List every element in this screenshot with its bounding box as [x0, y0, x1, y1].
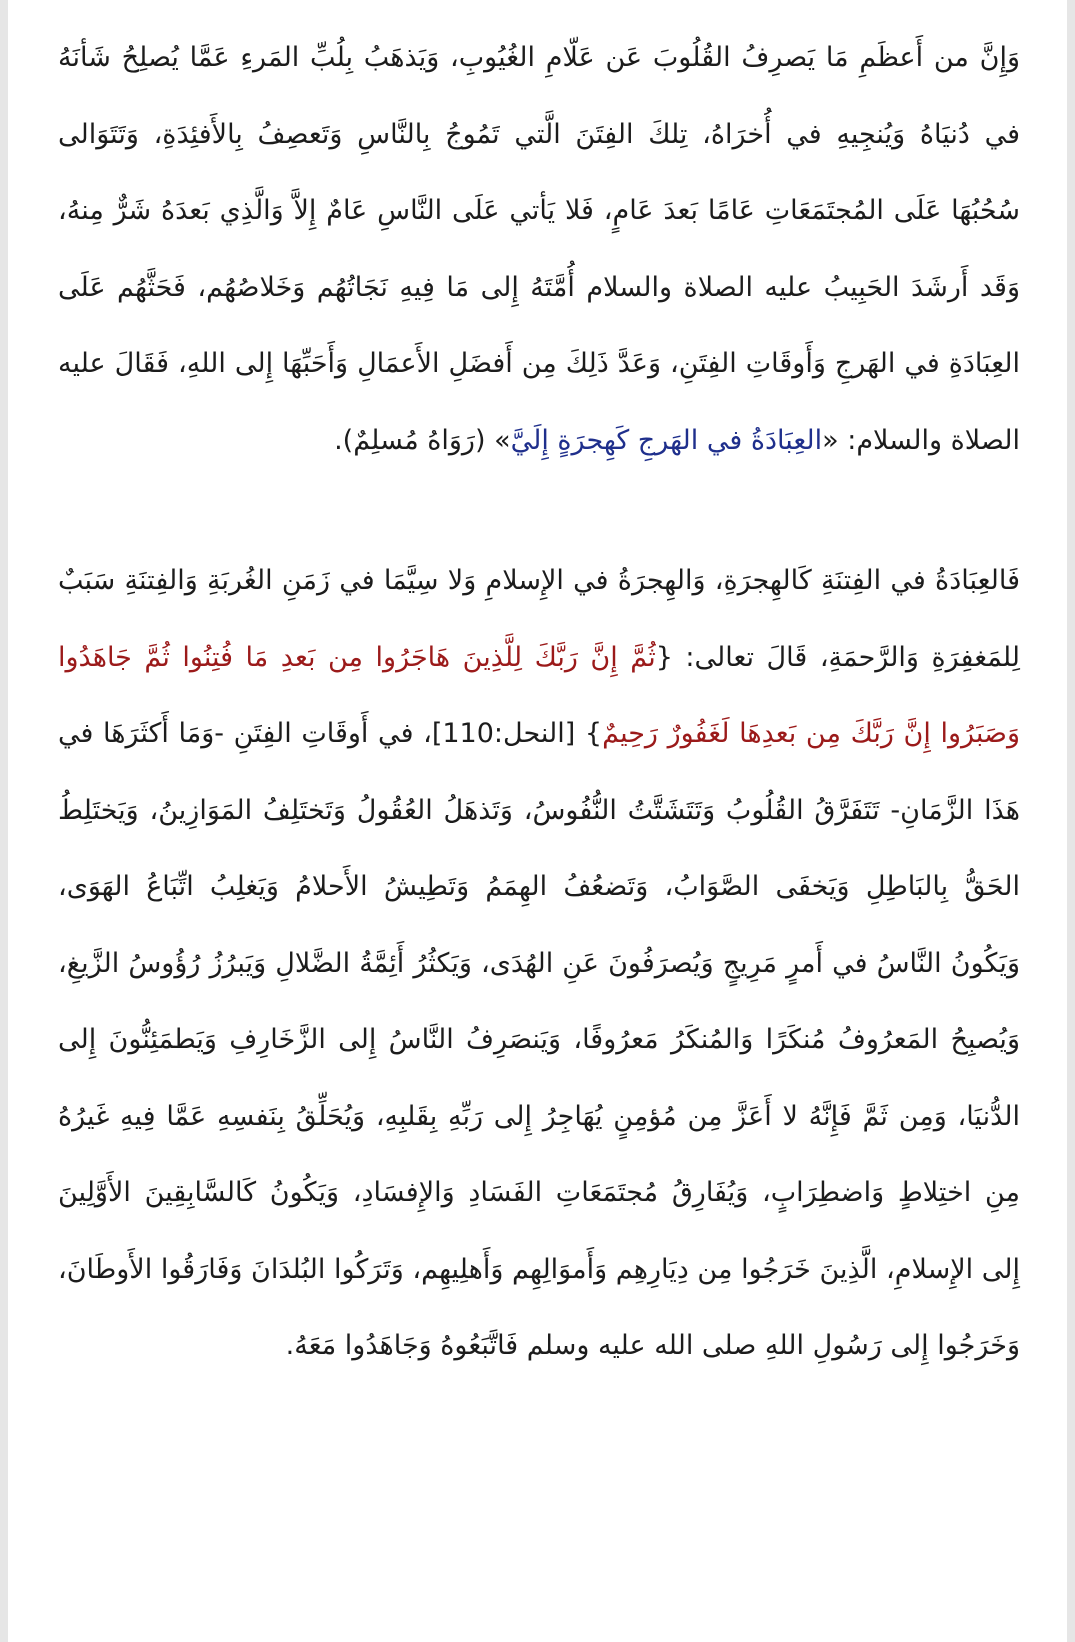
paragraph-2-intro: فَالعِبَادَةُ في الفِتنَةِ كَالهِجرَةِ، وَالهِجرَةُ في الإِسلامِ وَلا سِيَّمَا في زَمَنِ الغُربَةِ وَالفِتنَةِ سَبَبٌ لِلمَغفِرَةِ وَالرَّحمَةِ، قَالَ تعالى: {	[58, 565, 1020, 673]
right-edge	[1067, 0, 1075, 1642]
left-edge	[0, 0, 8, 1642]
verse-reference: } [النحل:110]،	[423, 718, 603, 749]
hadith-quote: العِبَادَةُ في الهَرجِ كَهِجرَةٍ إِلَيَّ	[510, 424, 823, 456]
paragraph-2	[58, 543, 1020, 1385]
paragraph-1	[58, 20, 1020, 479]
quran-verse: ثُمَّ إِنَّ رَبَّكَ لِلَّذِينَ هَاجَرُوا مِن بَعدِ مَا فُتِنُوا ثُمَّ جَاهَدُوا وَصَبَرُوا إِنَّ رَبَّكَ مِن بَعدِهَا لَغَفُورٌ رَحِيمٌ	[58, 641, 1021, 749]
article-body	[58, 20, 1020, 1385]
paragraph-2-body: في أَوقَاتِ الفِتَنِ -وَمَا أَكثَرَهَا في هَذَا الزَّمَانِ- تَتَفَرَّقُ القُلُوبُ وَتَتَشَتَّتُ النُّفُوسُ، وَتَذهَلُ العُقُولُ وَتَختَلِفُ المَوَازِينُ، وَيَختَلِطُ الحَقُّ بِالبَاطِلِ وَيَخفَى الصَّوَابُ، وَتَضعُفُ الهِمَمُ وَتَطِيشُ الأَحلامُ وَيَغلِبُ اتِّبَاعُ الهَوَى، وَيَكُونُ النَّاسُ في أَمرٍ مَرِيجٍ وَيُصرَفُونَ عَنِ الهُدَى، وَيَكثُرُ أَئِمَّةُ الضَّلالِ وَيَبرُزُ رُؤُوسُ الزَّيغِ، وَيُصبِحُ المَعرُوفُ مُنكَرًا وَالمُنكَرُ مَعرُوفًا، وَيَنصَرِفُ النَّاسُ إِلى الزَّخَارِفِ وَيَطمَئِنُّونَ إِلى الدُّنيَا، وَمِن ثَمَّ فَإِنَّهُ لا أَعَزَّ مِن مُؤمِنٍ يُهَاجِرُ إِلى رَبِّهِ بِقَلبِهِ، وَيُحَلِّقُ بِنَفسِهِ عَمَّا فِيهِ غَيرُهُ مِنِ اختِلاطٍ وَاضطِرَابٍ، وَيُفَارِقُ مُجتَمَعَاتِ الفَسَادِ وَالإِفسَادِ، وَيَكُونُ كَالسَّابِقِينَ الأَوَّلِينَ إِلى الإِسلامِ، الَّذِينَ خَرَجُوا مِن دِيَارِهِم وَأَموَالِهِم وَأَهلِيهِم، وَتَرَكُوا البُلدَانَ وَفَارَقُوا الأَوطَانَ، وَخَرَجُوا إِلى رَسُولِ اللهِ صلى الله عليه وسلم فَاتَّبَعُوهُ وَجَاهَدُوا مَعَهُ.	[58, 718, 1020, 1361]
hadith-source: » (رَوَاهُ مُسلِمٌ).	[334, 424, 511, 456]
paragraph-1-intro: وَإِنَّ من أَعظَمِ مَا يَصرِفُ القُلُوبَ عَن عَلّامِ الغُيُوبِ، وَيَذهَبُ بِلُبِّ المَرءِ عَمَّا يُصلِحُ شَأنَهُ في دُنيَاهُ وَيُنجِيهِ في أُخرَاهُ، تِلكَ الفِتَنَ الَّتي تَمُوجُ بِالنَّاسِ وَتَعصِفُ بِالأَفئِدَةِ، وَتَتَوَالى سُحُبُهَا عَلَى المُجتَمَعَاتِ عَامًا بَعدَ عَامٍ، فَلا يَأتي عَلَى النَّاسِ عَامٌ إِلاَّ وَالَّذِي بَعدَهُ شَرٌّ مِنهُ، وَقَد أَرشَدَ الحَبِيبُ عليه الصلاة والسلام أُمَّتَهُ إِلى مَا فِيهِ نَجَاتُهُم وَخَلاصُهُم، فَحَثَّهُم عَلَى العِبَادَةِ في الهَرجِ وَأَوقَاتِ الفِتَنِ، وَعَدَّ ذَلِكَ مِن أَفضَلِ الأَعمَالِ وَأَحَبِّهَا إِلى اللهِ، فَقَالَ عليه الصلاة والسلام: «	[58, 42, 1020, 456]
